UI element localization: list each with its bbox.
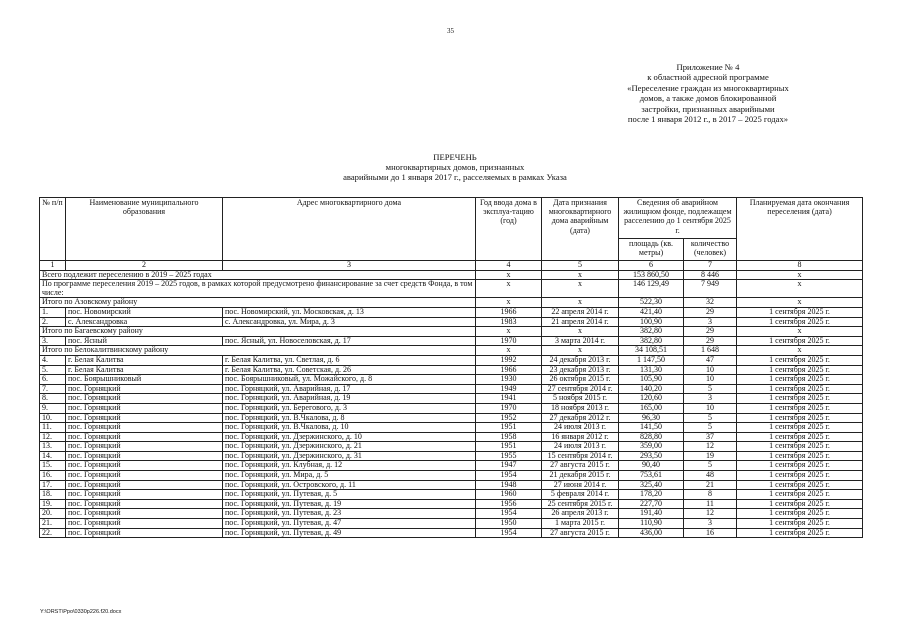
row-year: 1947 bbox=[476, 461, 542, 471]
row-area: 421,40 bbox=[619, 307, 684, 317]
table-row bbox=[40, 471, 863, 481]
row-people: 47 bbox=[684, 355, 737, 365]
row-year: 1966 bbox=[476, 365, 542, 375]
table-row bbox=[40, 490, 863, 500]
appendix-line: «Переселение граждан из многоквартирных bbox=[627, 82, 789, 93]
title-line: аварийными до 1 января 2017 г., расселяемых в рамках Указа bbox=[343, 172, 567, 182]
row-planned: 1 сентября 2025 г. bbox=[737, 307, 863, 317]
row-area: 110,90 bbox=[619, 519, 684, 529]
row-area: 178,20 bbox=[619, 490, 684, 500]
row-planned: 1 сентября 2025 г. bbox=[737, 471, 863, 481]
row-municipality: пос. Горняцкий bbox=[66, 499, 223, 509]
row-people: 19 bbox=[684, 451, 737, 461]
table-row bbox=[40, 413, 863, 423]
summary-row-planned: x bbox=[737, 280, 863, 298]
header-area: площадь (кв. метры) bbox=[619, 239, 684, 261]
row-area: 1 147,50 bbox=[619, 355, 684, 365]
row-date: 23 декабря 2013 г. bbox=[542, 365, 619, 375]
row-number: 4. bbox=[40, 355, 66, 365]
row-number: 7. bbox=[40, 384, 66, 394]
row-planned: 1 сентября 2025 г. bbox=[737, 423, 863, 433]
column-number: 7 bbox=[684, 261, 737, 271]
row-area: 436,00 bbox=[619, 528, 684, 538]
row-address: пос. Горняцкий, ул. В.Чкалова, д. 8 bbox=[223, 413, 476, 423]
row-address: пос. Боярышниковый, ул. Можайского, д. 8 bbox=[223, 375, 476, 385]
district-total-row-planned: x bbox=[737, 346, 863, 356]
row-date: 27 сентября 2014 г. bbox=[542, 384, 619, 394]
column-number: 5 bbox=[542, 261, 619, 271]
row-people: 5 bbox=[684, 461, 737, 471]
table-row bbox=[40, 509, 863, 519]
table-row bbox=[40, 480, 863, 490]
table-row bbox=[40, 365, 863, 375]
row-municipality: пос. Горняцкий bbox=[66, 442, 223, 452]
appendix-line: застройки, признанных аварийными bbox=[641, 103, 775, 114]
row-people: 3 bbox=[684, 317, 737, 327]
column-number: 3 bbox=[223, 261, 476, 271]
row-area: 753,61 bbox=[619, 471, 684, 481]
row-date: 24 июля 2013 г. bbox=[542, 423, 619, 433]
row-date: 3 марта 2014 г. bbox=[542, 336, 619, 346]
row-year: 1951 bbox=[476, 442, 542, 452]
row-number: 6. bbox=[40, 375, 66, 385]
row-planned: 1 сентября 2025 г. bbox=[737, 519, 863, 529]
table-row bbox=[40, 461, 863, 471]
header-num: № п/п bbox=[40, 198, 66, 261]
row-area: 325,40 bbox=[619, 480, 684, 490]
row-year: 1955 bbox=[476, 451, 542, 461]
row-address: пос. Горняцкий, ул. Путевая, д. 5 bbox=[223, 490, 476, 500]
header-planned: Планируемая дата окончания переселения (дата) bbox=[737, 198, 863, 261]
row-municipality: пос. Горняцкий bbox=[66, 423, 223, 433]
table-row bbox=[40, 394, 863, 404]
row-number: 3. bbox=[40, 336, 66, 346]
row-area: 165,00 bbox=[619, 403, 684, 413]
row-people: 29 bbox=[684, 307, 737, 317]
appendix-line: Приложение № 4 bbox=[676, 62, 740, 72]
table-row bbox=[40, 499, 863, 509]
row-people: 10 bbox=[684, 375, 737, 385]
row-area: 382,80 bbox=[619, 336, 684, 346]
row-people: 12 bbox=[684, 442, 737, 452]
row-address: пос. Горняцкий, ул. Клубная, д. 12 bbox=[223, 461, 476, 471]
row-year: 1992 bbox=[476, 355, 542, 365]
row-area: 131,30 bbox=[619, 365, 684, 375]
table-row bbox=[40, 432, 863, 442]
row-date: 27 августа 2015 г. bbox=[542, 461, 619, 471]
district-total-row-area: 382,80 bbox=[619, 327, 684, 337]
row-area: 140,20 bbox=[619, 384, 684, 394]
column-number: 1 bbox=[40, 261, 66, 271]
row-planned: 1 сентября 2025 г. bbox=[737, 509, 863, 519]
table-row bbox=[40, 451, 863, 461]
row-date: 27 августа 2015 г. bbox=[542, 528, 619, 538]
table-row bbox=[40, 442, 863, 452]
row-date: 16 января 2012 г. bbox=[542, 432, 619, 442]
document-title bbox=[290, 152, 620, 182]
row-people: 10 bbox=[684, 403, 737, 413]
row-municipality: г. Белая Калитва bbox=[66, 355, 223, 365]
row-planned: 1 сентября 2025 г. bbox=[737, 384, 863, 394]
row-area: 141,50 bbox=[619, 423, 684, 433]
table-row bbox=[40, 384, 863, 394]
row-people: 3 bbox=[684, 394, 737, 404]
row-municipality: пос. Горняцкий bbox=[66, 509, 223, 519]
row-address: г. Белая Калитва, ул. Советская, д. 26 bbox=[223, 365, 476, 375]
row-planned: 1 сентября 2025 г. bbox=[737, 499, 863, 509]
row-people: 37 bbox=[684, 432, 737, 442]
row-date: 24 июля 2013 г. bbox=[542, 442, 619, 452]
row-planned: 1 сентября 2025 г. bbox=[737, 432, 863, 442]
row-date: 18 ноября 2013 г. bbox=[542, 403, 619, 413]
row-year: 1954 bbox=[476, 528, 542, 538]
row-municipality: пос. Горняцкий bbox=[66, 413, 223, 423]
summary-row-label: Всего подлежит переселению в 2019 – 2025 годах bbox=[40, 270, 476, 280]
row-number: 13. bbox=[40, 442, 66, 452]
table-row bbox=[40, 307, 863, 317]
row-planned: 1 сентября 2025 г. bbox=[737, 336, 863, 346]
row-number: 17. bbox=[40, 480, 66, 490]
row-number: 9. bbox=[40, 403, 66, 413]
row-year: 1954 bbox=[476, 509, 542, 519]
district-total-row-date: x bbox=[542, 327, 619, 337]
row-year: 1951 bbox=[476, 423, 542, 433]
row-people: 21 bbox=[684, 480, 737, 490]
title-heading: ПЕРЕЧЕНЬ bbox=[433, 152, 477, 162]
row-people: 3 bbox=[684, 519, 737, 529]
housing-register-table bbox=[39, 197, 863, 538]
row-date: 5 февраля 2014 г. bbox=[542, 490, 619, 500]
row-area: 828,80 bbox=[619, 432, 684, 442]
row-date: 27 июня 2014 г. bbox=[542, 480, 619, 490]
row-planned: 1 сентября 2025 г. bbox=[737, 365, 863, 375]
row-address: пос. Горняцкий, ул. Дзержинского, д. 31 bbox=[223, 451, 476, 461]
row-municipality: пос. Горняцкий bbox=[66, 480, 223, 490]
row-municipality: пос. Новомирский bbox=[66, 307, 223, 317]
row-date: 26 октября 2015 г. bbox=[542, 375, 619, 385]
row-area: 90,40 bbox=[619, 461, 684, 471]
appendix-line: к областной адресной программе bbox=[647, 72, 769, 83]
row-address: с. Александровка, ул. Мира, д. 3 bbox=[223, 317, 476, 327]
column-number: 8 bbox=[737, 261, 863, 271]
summary-row-area: 153 860,50 bbox=[619, 270, 684, 280]
column-number: 6 bbox=[619, 261, 684, 271]
header-date: Дата признания многоквартирного дома аварийным (дата) bbox=[542, 198, 619, 261]
row-address: пос. Новомирский, ул. Московская, д. 13 bbox=[223, 307, 476, 317]
row-area: 359,00 bbox=[619, 442, 684, 452]
row-planned: 1 сентября 2025 г. bbox=[737, 480, 863, 490]
row-date: 15 сентября 2014 г. bbox=[542, 451, 619, 461]
row-people: 5 bbox=[684, 423, 737, 433]
table-row bbox=[40, 528, 863, 538]
row-address: пос. Горняцкий, ул. Островского, д. 11 bbox=[223, 480, 476, 490]
row-planned: 1 сентября 2025 г. bbox=[737, 394, 863, 404]
column-number: 4 bbox=[476, 261, 542, 271]
summary-row-area: 146 129,49 bbox=[619, 280, 684, 298]
row-date: 21 апреля 2014 г. bbox=[542, 317, 619, 327]
header-year: Год ввода дома в эксплуа-тацию (год) bbox=[476, 198, 542, 261]
summary-row bbox=[40, 280, 863, 298]
row-address: пос. Горняцкий, ул. Дзержинского, д. 21 bbox=[223, 442, 476, 452]
appendix-block bbox=[563, 62, 853, 124]
row-number: 5. bbox=[40, 365, 66, 375]
row-year: 1948 bbox=[476, 480, 542, 490]
summary-row-date: x bbox=[542, 280, 619, 298]
row-number: 8. bbox=[40, 394, 66, 404]
row-year: 1970 bbox=[476, 403, 542, 413]
row-address: пос. Горняцкий, ул. Аварийная, д. 19 bbox=[223, 394, 476, 404]
district-total-row-year: x bbox=[476, 346, 542, 356]
row-municipality: пос. Горняцкий bbox=[66, 432, 223, 442]
row-area: 120,60 bbox=[619, 394, 684, 404]
row-area: 293,50 bbox=[619, 451, 684, 461]
table-row bbox=[40, 317, 863, 327]
row-year: 1930 bbox=[476, 375, 542, 385]
table-row bbox=[40, 403, 863, 413]
row-address: пос. Горняцкий, ул. Мира, д. 5 bbox=[223, 471, 476, 481]
row-people: 8 bbox=[684, 490, 737, 500]
district-total-row-year: x bbox=[476, 298, 542, 308]
summary-row-date: x bbox=[542, 270, 619, 280]
row-date: 22 апреля 2014 г. bbox=[542, 307, 619, 317]
row-planned: 1 сентября 2025 г. bbox=[737, 461, 863, 471]
row-year: 1956 bbox=[476, 499, 542, 509]
row-planned: 1 сентября 2025 г. bbox=[737, 528, 863, 538]
header-info: Сведения об аварийном жилищном фонде, подлежащем расселению до 1 сентября 2025 г. bbox=[619, 198, 737, 239]
district-total-row-year: x bbox=[476, 327, 542, 337]
row-date: 25 сентября 2015 г. bbox=[542, 499, 619, 509]
row-planned: 1 сентября 2025 г. bbox=[737, 413, 863, 423]
table-row bbox=[40, 355, 863, 365]
row-number: 15. bbox=[40, 461, 66, 471]
header-people: количество (человек) bbox=[684, 239, 737, 261]
row-planned: 1 сентября 2025 г. bbox=[737, 317, 863, 327]
column-number: 2 bbox=[66, 261, 223, 271]
summary-row bbox=[40, 270, 863, 280]
row-area: 96,30 bbox=[619, 413, 684, 423]
row-year: 1949 bbox=[476, 384, 542, 394]
row-municipality: пос. Горняцкий bbox=[66, 490, 223, 500]
row-address: пос. Горняцкий, ул. Путевая, д. 19 bbox=[223, 499, 476, 509]
district-total-row-planned: x bbox=[737, 298, 863, 308]
row-planned: 1 сентября 2025 г. bbox=[737, 451, 863, 461]
title-line: многоквартирных домов, признанных bbox=[385, 162, 525, 172]
summary-row-year: x bbox=[476, 270, 542, 280]
header-address: Адрес многоквартирного дома bbox=[223, 198, 476, 261]
row-municipality: пос. Горняцкий bbox=[66, 403, 223, 413]
table-row bbox=[40, 375, 863, 385]
summary-row-planned: x bbox=[737, 270, 863, 280]
row-number: 21. bbox=[40, 519, 66, 529]
row-address: пос. Горняцкий, ул. Путевая, д. 47 bbox=[223, 519, 476, 529]
row-people: 10 bbox=[684, 365, 737, 375]
row-area: 227,70 bbox=[619, 499, 684, 509]
row-area: 191,40 bbox=[619, 509, 684, 519]
table-row bbox=[40, 336, 863, 346]
summary-row-label: По программе переселения 2019 – 2025 годов, в рамках которой предусмотрено финансирование за счет средств Фонда, в том числе: bbox=[40, 280, 476, 298]
row-year: 1966 bbox=[476, 307, 542, 317]
row-date: 21 декабря 2015 г. bbox=[542, 471, 619, 481]
row-number: 12. bbox=[40, 432, 66, 442]
row-planned: 1 сентября 2025 г. bbox=[737, 442, 863, 452]
row-municipality: пос. Горняцкий bbox=[66, 461, 223, 471]
row-municipality: пос. Горняцкий bbox=[66, 519, 223, 529]
row-number: 22. bbox=[40, 528, 66, 538]
row-municipality: пос. Горняцкий bbox=[66, 451, 223, 461]
row-number: 2. bbox=[40, 317, 66, 327]
row-number: 19. bbox=[40, 499, 66, 509]
appendix-line: домов, а также домов блокированной bbox=[639, 93, 777, 104]
row-planned: 1 сентября 2025 г. bbox=[737, 355, 863, 365]
row-number: 11. bbox=[40, 423, 66, 433]
page-number: 35 bbox=[447, 27, 454, 35]
row-municipality: с. Александровка bbox=[66, 317, 223, 327]
row-date: 1 марта 2015 г. bbox=[542, 519, 619, 529]
district-total-row-area: 34 108,51 bbox=[619, 346, 684, 356]
row-year: 1952 bbox=[476, 413, 542, 423]
row-number: 1. bbox=[40, 307, 66, 317]
row-address: пос. Горняцкий, ул. Дзержинского, д. 10 bbox=[223, 432, 476, 442]
row-year: 1983 bbox=[476, 317, 542, 327]
row-municipality: пос. Боярышниковый bbox=[66, 375, 223, 385]
row-number: 14. bbox=[40, 451, 66, 461]
row-year: 1970 bbox=[476, 336, 542, 346]
row-date: 26 апреля 2013 г. bbox=[542, 509, 619, 519]
header-municipality: Наименование муниципального образования bbox=[66, 198, 223, 261]
file-path-footer: Y:\ORST\Ppo\0330p226.f20.docx bbox=[40, 609, 122, 615]
row-people: 29 bbox=[684, 336, 737, 346]
row-year: 1954 bbox=[476, 471, 542, 481]
row-year: 1960 bbox=[476, 490, 542, 500]
row-planned: 1 сентября 2025 г. bbox=[737, 375, 863, 385]
row-address: пос. Горняцкий, ул. Путевая, д. 23 bbox=[223, 509, 476, 519]
district-total-row-label: Итого по Багаевскому району bbox=[40, 327, 476, 337]
district-total-row bbox=[40, 327, 863, 337]
summary-row-people: 8 446 bbox=[684, 270, 737, 280]
district-total-row-people: 1 648 bbox=[684, 346, 737, 356]
row-people: 16 bbox=[684, 528, 737, 538]
row-year: 1941 bbox=[476, 394, 542, 404]
row-number: 16. bbox=[40, 471, 66, 481]
district-total-row-people: 32 bbox=[684, 298, 737, 308]
row-people: 5 bbox=[684, 384, 737, 394]
summary-row-people: 7 949 bbox=[684, 280, 737, 298]
row-planned: 1 сентября 2025 г. bbox=[737, 403, 863, 413]
row-date: 27 декабря 2012 г. bbox=[542, 413, 619, 423]
district-total-row-planned: x bbox=[737, 327, 863, 337]
row-people: 11 bbox=[684, 499, 737, 509]
row-address: пос. Горняцкий, ул. В.Чкалова, д. 10 bbox=[223, 423, 476, 433]
row-address: пос. Горняцкий, ул. Аварийная, д. 17 bbox=[223, 384, 476, 394]
row-year: 1958 bbox=[476, 432, 542, 442]
row-municipality: г. Белая Калитва bbox=[66, 365, 223, 375]
district-total-row-label: Итого по Азовскому району bbox=[40, 298, 476, 308]
district-total-row bbox=[40, 298, 863, 308]
district-total-row bbox=[40, 346, 863, 356]
district-total-row-people: 29 bbox=[684, 327, 737, 337]
row-date: 5 ноября 2015 г. bbox=[542, 394, 619, 404]
row-people: 12 bbox=[684, 509, 737, 519]
row-address: пос. Горняцкий, ул. Берегового, д. 3 bbox=[223, 403, 476, 413]
row-number: 20. bbox=[40, 509, 66, 519]
row-municipality: пос. Горняцкий bbox=[66, 471, 223, 481]
table-row bbox=[40, 519, 863, 529]
summary-row-year: x bbox=[476, 280, 542, 298]
row-people: 48 bbox=[684, 471, 737, 481]
row-municipality: пос. Горняцкий bbox=[66, 384, 223, 394]
row-municipality: пос. Горняцкий bbox=[66, 528, 223, 538]
table-row bbox=[40, 423, 863, 433]
row-area: 105,90 bbox=[619, 375, 684, 385]
row-number: 18. bbox=[40, 490, 66, 500]
row-number: 10. bbox=[40, 413, 66, 423]
row-date: 24 декабря 2013 г. bbox=[542, 355, 619, 365]
row-address: пос. Ясный, ул. Новоселовская, д. 17 bbox=[223, 336, 476, 346]
appendix-line: после 1 января 2012 г., в 2017 – 2025 годах» bbox=[627, 114, 789, 125]
district-total-row-area: 522,30 bbox=[619, 298, 684, 308]
row-people: 5 bbox=[684, 413, 737, 423]
row-area: 100,90 bbox=[619, 317, 684, 327]
row-municipality: пос. Горняцкий bbox=[66, 394, 223, 404]
district-total-row-label: Итого по Белокалитвинскому району bbox=[40, 346, 476, 356]
row-planned: 1 сентября 2025 г. bbox=[737, 490, 863, 500]
row-address: г. Белая Калитва, ул. Светлая, д. 6 bbox=[223, 355, 476, 365]
row-municipality: пос. Ясный bbox=[66, 336, 223, 346]
row-address: пос. Горняцкий, ул. Путевая, д. 49 bbox=[223, 528, 476, 538]
district-total-row-date: x bbox=[542, 346, 619, 356]
row-year: 1950 bbox=[476, 519, 542, 529]
district-total-row-date: x bbox=[542, 298, 619, 308]
